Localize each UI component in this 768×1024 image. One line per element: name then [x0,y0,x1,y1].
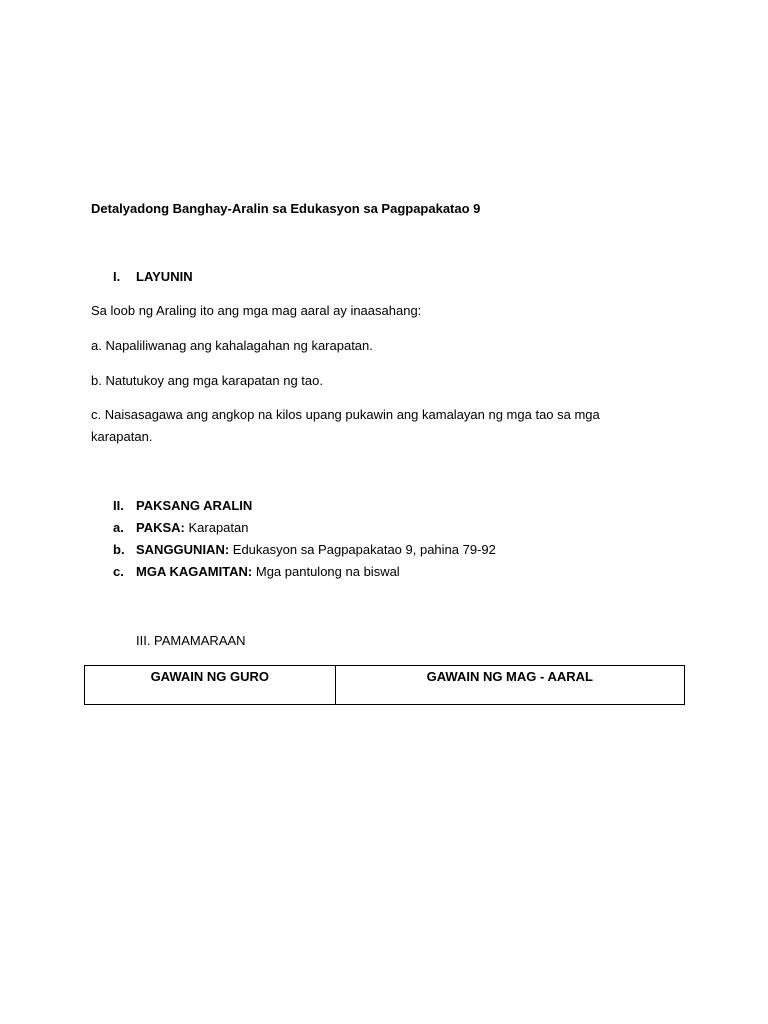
objective-b: b. Natutukoy ang mga karapatan ng tao. [91,373,323,388]
header-student: GAWAIN NG MAG - AARAL [335,666,684,705]
item-kagamitan-label: MGA KAGAMITAN: [136,564,253,579]
section-1-heading: LAYUNIN [136,269,193,284]
procedure-table [84,665,685,705]
item-b-letter: b. [113,542,125,557]
item-paksa-value: Karapatan [184,520,249,535]
section-1-numeral: I. [113,269,121,284]
table-row [85,666,685,705]
item-paksa-label: PAKSA: [136,520,185,535]
section-3-heading: III. PAMAMARAAN [136,633,246,648]
objective-a: a. Napaliliwanag ang kahalagahan ng karapatan. [91,338,373,353]
section-2-numeral: II. [113,498,124,513]
item-kagamitan [136,563,400,581]
objective-c: c. Naisasagawa ang angkop na kilos upang pukawin ang kamalayan ng mga tao sa mga karapatan. [91,407,600,444]
objectives-intro: Sa loob ng Araling ito ang mga mag aaral ay inaasahang: [91,303,422,318]
item-kagamitan-value: Mga pantulong na biswal [252,564,400,579]
item-paksa [136,519,248,537]
document-title: Detalyadong Banghay-Aralin sa Edukasyon sa Pagpapakatao 9 [91,201,481,216]
item-sanggunian-label: SANGGUNIAN: [136,542,230,557]
header-teacher: GAWAIN NG GURO [85,666,336,705]
item-sanggunian-value: Edukasyon sa Pagpapakatao 9, pahina 79-92 [229,542,496,557]
item-sanggunian [136,541,496,559]
section-2-heading: PAKSANG ARALIN [136,498,253,513]
item-a-letter: a. [113,520,124,535]
item-c-letter: c. [113,564,124,579]
